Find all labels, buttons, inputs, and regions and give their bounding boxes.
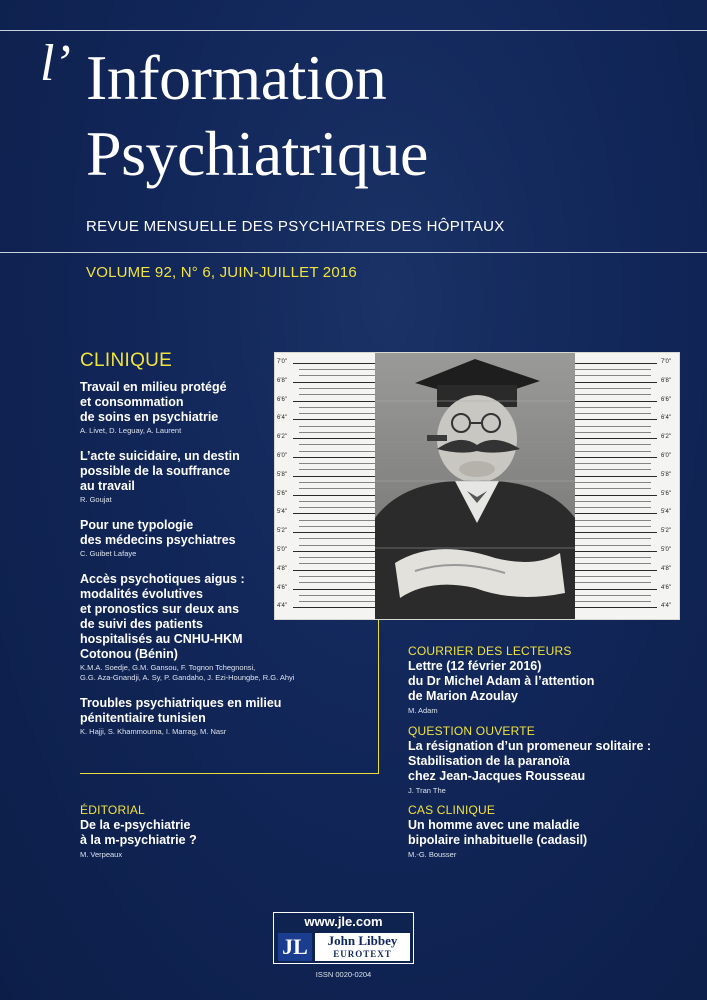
question-heading: QUESTION OUVERTE <box>408 724 535 738</box>
article-acte-suicidaire[interactable] <box>80 449 295 505</box>
height-minor-line <box>575 407 651 408</box>
height-minor-line <box>575 482 651 483</box>
height-line-right <box>575 551 657 552</box>
height-line-right <box>575 476 657 477</box>
top-rule <box>0 30 707 31</box>
height-minor-line <box>575 520 651 521</box>
portrait-illustration <box>375 353 575 620</box>
height-line-right <box>575 363 657 364</box>
height-label-right: 6'8" <box>661 377 671 384</box>
title-prefix: l’ <box>40 35 70 92</box>
height-label-left: 6'6" <box>277 396 287 403</box>
height-label-left: 4'8" <box>277 565 287 572</box>
height-line-right <box>575 382 657 383</box>
height-label-right: 5'6" <box>661 490 671 497</box>
height-minor-line <box>299 595 375 596</box>
article-title: Troubles psychiatriques en milieu pénitentiaire tunisien <box>80 696 282 725</box>
height-line-right <box>575 457 657 458</box>
height-minor-line <box>575 538 651 539</box>
height-minor-line <box>575 444 651 445</box>
cas-authors: M.-G. Bousser <box>408 850 457 859</box>
height-minor-line <box>575 451 651 452</box>
height-minor-line <box>299 413 375 414</box>
cover-photo-height-chart <box>274 352 680 620</box>
height-line-left <box>293 363 375 364</box>
volume-info: VOLUME 92, N° 6, JUIN-JUILLET 2016 <box>86 264 357 281</box>
article-title: Accès psychotiques aigus : modalités évolutives et pronostics sur deux ans de suivi des patients hospitalisés au CNHU-HKM Cotonou (Bénin) <box>80 572 245 661</box>
height-minor-line <box>299 444 375 445</box>
height-minor-line <box>575 469 651 470</box>
height-label-right: 5'8" <box>661 471 671 478</box>
article-troubles-penitentiaire[interactable] <box>80 696 295 737</box>
frame-vertical-line <box>378 620 379 774</box>
height-label-right: 6'2" <box>661 434 671 441</box>
title-line-1: Information <box>86 42 387 113</box>
height-label-right: 4'6" <box>661 584 671 591</box>
height-line-right <box>575 495 657 496</box>
height-minor-line <box>575 426 651 427</box>
height-line-left <box>293 495 375 496</box>
jl-mark: JL <box>278 933 312 961</box>
height-line-left <box>293 607 375 608</box>
height-minor-line <box>575 413 651 414</box>
height-minor-line <box>575 501 651 502</box>
question-section[interactable] <box>408 724 688 796</box>
height-minor-line <box>575 582 651 583</box>
title-line-2: Psychiatrique <box>86 118 428 189</box>
courrier-heading: COURRIER DES LECTEURS <box>408 644 572 658</box>
height-minor-line <box>575 488 651 489</box>
height-minor-line <box>575 563 651 564</box>
height-minor-line <box>299 388 375 389</box>
height-minor-line <box>299 463 375 464</box>
height-label-right: 5'2" <box>661 528 671 535</box>
height-label-left: 6'4" <box>277 415 287 422</box>
height-line-right <box>575 419 657 420</box>
height-label-right: 6'4" <box>661 415 671 422</box>
height-label-left: 5'8" <box>277 471 287 478</box>
height-minor-line <box>299 451 375 452</box>
height-line-left <box>293 382 375 383</box>
height-minor-line <box>299 601 375 602</box>
height-minor-line <box>575 507 651 508</box>
article-title: L’acte suicidaire, un destin possible de la souffrance au travail <box>80 449 240 493</box>
height-line-left <box>293 438 375 439</box>
height-line-right <box>575 513 657 514</box>
journal-subtitle: REVUE MENSUELLE DES PSYCHIATRES DES HÔPITAUX <box>86 218 505 235</box>
height-line-left <box>293 401 375 402</box>
height-minor-line <box>299 576 375 577</box>
courrier-section[interactable] <box>408 644 688 716</box>
height-line-left <box>293 570 375 571</box>
height-label-left: 6'2" <box>277 434 287 441</box>
height-label-right: 5'0" <box>661 547 671 553</box>
height-line-left <box>293 419 375 420</box>
height-label-left: 6'0" <box>277 453 287 459</box>
height-minor-line <box>299 520 375 521</box>
height-minor-line <box>575 526 651 527</box>
height-minor-line <box>575 576 651 577</box>
clinique-heading: CLINIQUE <box>80 350 173 371</box>
question-authors: J. Tran The <box>408 786 446 795</box>
publisher-name: John Libbey EUROTEXT <box>315 933 410 961</box>
height-minor-line <box>575 557 651 558</box>
height-minor-line <box>575 463 651 464</box>
courrier-title: Lettre (12 février 2016) du Dr Michel Adam à l’attention de Marion Azoulay <box>408 659 595 703</box>
height-minor-line <box>299 394 375 395</box>
cas-title: Un homme avec une maladie bipolaire inhabituelle (cadasil) <box>408 818 588 847</box>
editorial-heading: ÉDITORIAL <box>80 803 145 817</box>
editorial-authors: M. Verpeaux <box>80 850 123 859</box>
height-line-left <box>293 532 375 533</box>
editorial-section[interactable] <box>80 803 280 860</box>
height-minor-line <box>299 538 375 539</box>
height-line-left <box>293 476 375 477</box>
article-title: Pour une typologie des médecins psychiatres <box>80 518 236 547</box>
height-minor-line <box>299 501 375 502</box>
height-label-right: 4'4" <box>661 603 671 610</box>
cas-clinique-section[interactable] <box>408 803 688 860</box>
publisher-url[interactable]: www.jle.com <box>304 914 383 929</box>
article-travail-milieu-protege[interactable] <box>80 377 295 436</box>
cas-heading: CAS CLINIQUE <box>408 803 496 817</box>
height-minor-line <box>575 394 651 395</box>
height-line-right <box>575 607 657 608</box>
question-title: La résignation d’un promeneur solitaire : Stabilisation de la paranoïa chez Jean-Jacques Rousseau <box>408 739 652 783</box>
height-minor-line <box>299 369 375 370</box>
height-minor-line <box>299 507 375 508</box>
height-minor-line <box>575 595 651 596</box>
article-typologie-medecins[interactable] <box>80 518 295 559</box>
editorial-title: De la e-psychiatrie à la m-psychiatrie ? <box>80 818 197 847</box>
height-line-left <box>293 513 375 514</box>
courrier-authors: M. Adam <box>408 706 438 715</box>
height-minor-line <box>575 601 651 602</box>
article-authors: C. Guibet Lafaye <box>80 549 137 558</box>
height-minor-line <box>299 375 375 376</box>
article-authors: K. Hajji, S. Khammouma, I. Marrag, M. Nasr <box>80 727 227 736</box>
height-label-left: 5'2" <box>277 528 287 535</box>
article-acces-psychotiques[interactable] <box>80 572 295 683</box>
height-minor-line <box>575 388 651 389</box>
article-title: Travail en milieu protégé et consommation de soins en psychiatrie <box>80 380 227 424</box>
height-label-right: 6'0" <box>661 453 671 459</box>
clinique-article-list <box>80 377 295 750</box>
height-line-right <box>575 570 657 571</box>
height-line-right <box>575 438 657 439</box>
article-authors: R. Goujat <box>80 495 112 504</box>
height-label-right: 4'8" <box>661 565 671 572</box>
height-label-right: 7'0" <box>661 359 671 365</box>
article-authors: K.M.A. Soedje, G.M. Gansou, F. Tognon Tchegnonsi, G.G. Aza-Gnandji, A. Sy, P. Gandaho, J. Ezi-Houngbe, R.G. Ahyi <box>80 663 295 682</box>
height-label-left: 4'4" <box>277 603 287 610</box>
masthead-rule <box>0 252 707 253</box>
issn: ISSN 0020-0204 <box>315 970 372 979</box>
height-line-left <box>293 457 375 458</box>
height-minor-line <box>299 557 375 558</box>
height-label-left: 5'6" <box>277 490 287 497</box>
height-minor-line <box>299 488 375 489</box>
height-line-left <box>293 551 375 552</box>
height-minor-line <box>299 482 375 483</box>
height-minor-line <box>299 563 375 564</box>
height-line-right <box>575 589 657 590</box>
article-authors: A. Livet, D. Leguay, A. Laurent <box>80 426 182 435</box>
height-line-right <box>575 401 657 402</box>
height-line-left <box>293 589 375 590</box>
height-minor-line <box>575 369 651 370</box>
height-label-left: 5'4" <box>277 509 287 516</box>
height-label-right: 6'6" <box>661 396 671 403</box>
height-label-left: 6'8" <box>277 377 287 384</box>
height-minor-line <box>575 545 651 546</box>
height-minor-line <box>299 545 375 546</box>
height-label-right: 5'4" <box>661 509 671 516</box>
height-label-left: 4'6" <box>277 584 287 591</box>
height-minor-line <box>299 469 375 470</box>
height-minor-line <box>299 407 375 408</box>
height-minor-line <box>299 426 375 427</box>
height-minor-line <box>299 582 375 583</box>
height-label-left: 7'0" <box>277 359 287 365</box>
height-minor-line <box>299 432 375 433</box>
height-minor-line <box>299 526 375 527</box>
height-line-right <box>575 532 657 533</box>
height-label-left: 5'0" <box>277 547 287 553</box>
height-minor-line <box>575 432 651 433</box>
publisher-logo[interactable] <box>273 912 414 964</box>
frame-horizontal-line <box>80 773 379 774</box>
height-minor-line <box>575 375 651 376</box>
